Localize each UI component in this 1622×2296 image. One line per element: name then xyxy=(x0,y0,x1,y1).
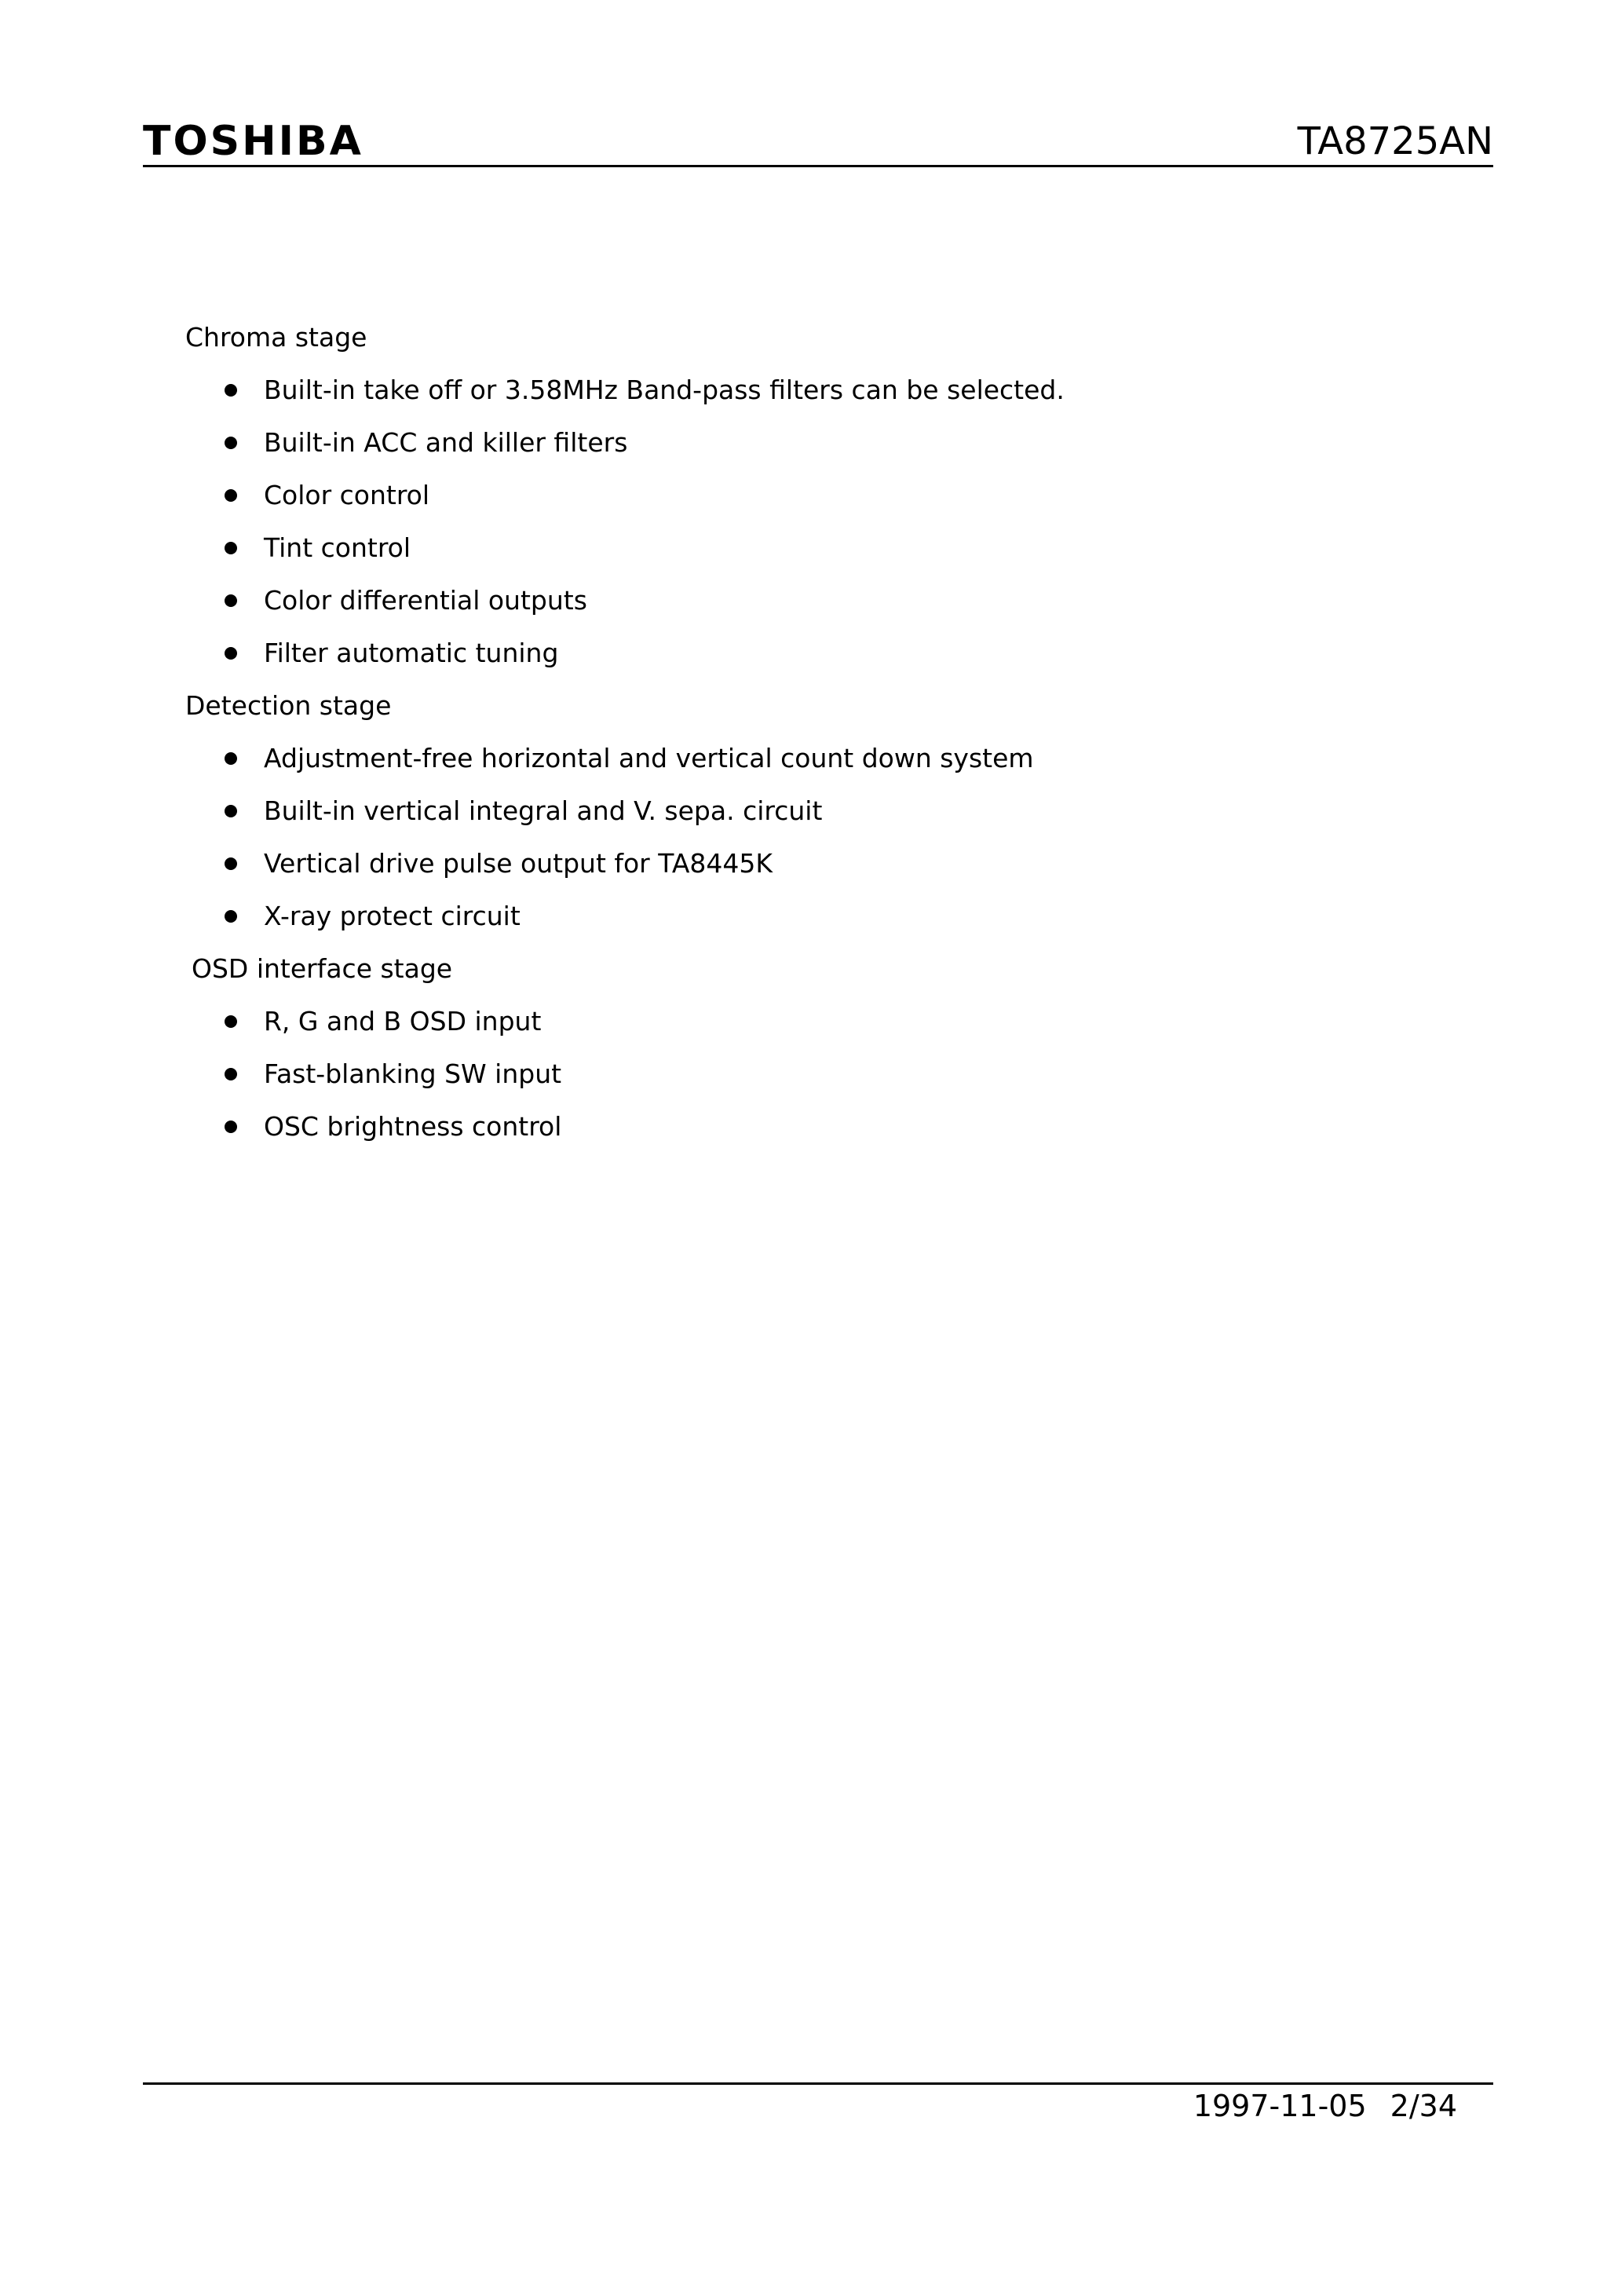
list-item xyxy=(185,846,1441,899)
section-heading: OSD interface stage xyxy=(192,953,453,984)
list-item-text: Color differential outputs xyxy=(264,585,587,616)
list-item xyxy=(185,899,1441,952)
bullet-icon xyxy=(225,437,237,449)
list-item xyxy=(185,1110,1441,1162)
bullet-icon xyxy=(225,1121,237,1133)
bullet-icon xyxy=(225,805,237,817)
list-item-text: Vertical drive pulse output for TA8445K xyxy=(264,848,773,879)
list-item xyxy=(185,373,1441,426)
bullet-icon xyxy=(225,384,237,397)
list-item xyxy=(185,478,1441,531)
list-item xyxy=(185,583,1441,636)
feature-list xyxy=(185,741,1441,952)
list-item-text: X-ray protect circuit xyxy=(264,901,521,931)
list-item-text: Adjustment-free horizontal and vertical count down system xyxy=(264,743,1034,773)
list-item xyxy=(185,1004,1441,1057)
feature-list xyxy=(185,1004,1441,1162)
list-item-text: Filter automatic tuning xyxy=(264,638,559,668)
section-osd-interface-stage xyxy=(185,952,1441,1162)
list-item-text: Fast-blanking SW input xyxy=(264,1058,562,1089)
section-chroma-stage xyxy=(185,320,1441,689)
list-item xyxy=(185,794,1441,846)
part-number: TA8725AN xyxy=(1297,119,1493,163)
list-item xyxy=(185,531,1441,583)
footer-divider xyxy=(143,2082,1493,2085)
list-item-text: Built-in vertical integral and V. sepa. circuit xyxy=(264,795,823,826)
list-item xyxy=(185,741,1441,794)
list-item xyxy=(185,426,1441,478)
page-header xyxy=(143,116,1493,166)
section-heading: Detection stage xyxy=(185,690,392,721)
document-body xyxy=(185,320,1441,1162)
list-item-text: Color control xyxy=(264,480,430,510)
bullet-icon xyxy=(225,542,237,554)
bullet-icon xyxy=(225,647,237,660)
bullet-icon xyxy=(225,489,237,502)
bullet-icon xyxy=(225,594,237,607)
bullet-icon xyxy=(225,857,237,870)
list-item-text: Built-in ACC and killer filters xyxy=(264,427,628,458)
list-item xyxy=(185,636,1441,689)
page-footer xyxy=(1193,2086,1457,2126)
section-heading: Chroma stage xyxy=(185,322,367,353)
list-item-text: R, G and B OSD input xyxy=(264,1006,542,1036)
brand-logo: TOSHIBA xyxy=(143,118,363,165)
list-item xyxy=(185,1057,1441,1110)
feature-list xyxy=(185,373,1441,689)
bullet-icon xyxy=(225,1015,237,1028)
list-item-text: Built-in take off or 3.58MHz Band-pass filters can be selected. xyxy=(264,375,1065,405)
list-item-text: Tint control xyxy=(264,532,411,563)
list-item-text: OSC brightness control xyxy=(264,1111,562,1142)
section-detection-stage xyxy=(185,689,1441,952)
bullet-icon xyxy=(225,1068,237,1080)
page-number: 2/34 xyxy=(1390,2089,1457,2123)
header-divider xyxy=(143,165,1493,167)
document-date: 1997-11-05 xyxy=(1193,2089,1367,2123)
bullet-icon xyxy=(225,752,237,765)
bullet-icon xyxy=(225,910,237,923)
